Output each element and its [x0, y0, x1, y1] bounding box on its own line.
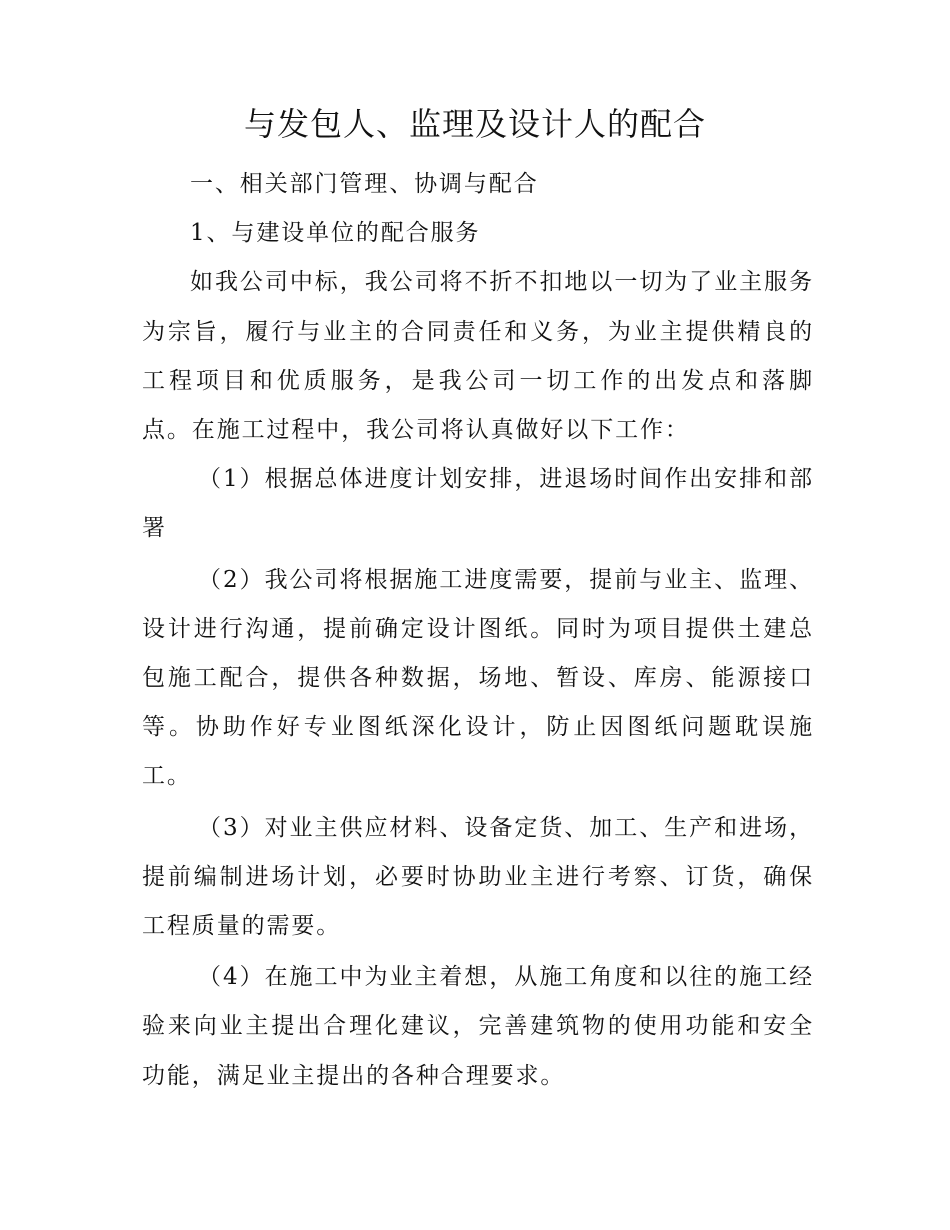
- list-item-3: （3）对业主供应材料、设备定货、加工、生产和进场，提前编制进场计划，必要时协助业主进行考察、订货，确保工程质量的需要。: [142, 814, 814, 940]
- list-item-4: （4）在施工中为业主着想，从施工角度和以往的施工经验来向业主提出合理化建议，完善建筑物的使用功能和安全功能，满足业主提出的各种合理要求。: [142, 964, 814, 1089]
- document-title: 与发包人、监理及设计人的配合: [243, 105, 706, 143]
- document-body: [142, 160, 814, 1101]
- intro-paragraph: 如我公司中标，我公司将不折不扣地以一切为了业主服务为宗旨，履行与业主的合同责任和义务，为业主提供精良的工程项目和优质服务，是我公司一切工作的出发点和落脚点。在施工过程中，我公司将认真做好以下工作：: [142, 269, 814, 444]
- list-item-2: （2）我公司将根据施工进度需要，提前与业主、监理、设计进行沟通，提前确定设计图纸。同时为项目提供土建总包施工配合，提供各种数据，场地、暂设、库房、能源接口等。协助作好专业图纸深化设计，防止因图纸问题耽误施工。: [142, 566, 814, 790]
- subsection-heading: 1、与建设单位的配合服务: [190, 220, 481, 247]
- section-heading: 一、相关部门管理、协调与配合: [190, 171, 539, 197]
- list-item-1: （1）根据总体进度计划安排，进退场时间作出安排和部署: [142, 466, 814, 542]
